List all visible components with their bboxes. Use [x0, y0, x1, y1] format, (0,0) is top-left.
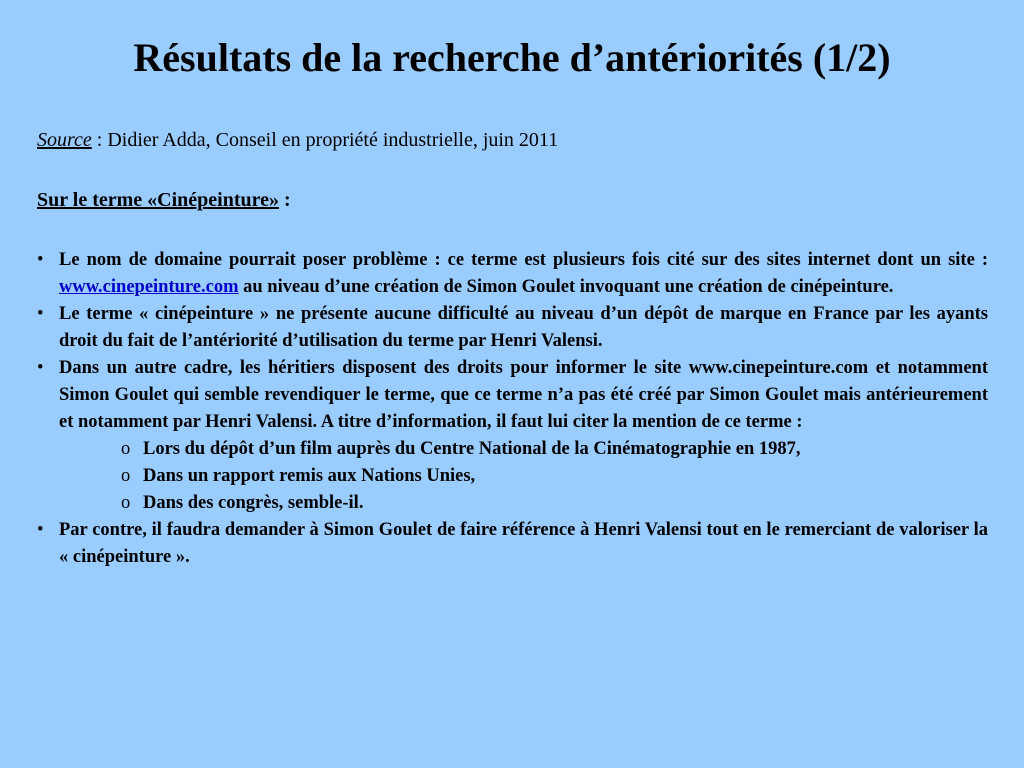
sub-bullet-item: [121, 436, 988, 463]
bullet-text: Dans un autre cadre, les héritiers disposent des droits pour informer le site www.cinepeinture.com et notamment Simon Goulet qui semble revendiquer le terme, que ce terme n’a pas été créé par Simon Goulet mais antérieurement et notamment par Henri Valensi. A titre d’information, il faut lui citer la mention de ce terme :: [59, 358, 988, 432]
section-heading-text: Sur le terme «Cinépeinture»: [37, 189, 280, 211]
slide-title: Résultats de la recherche d’antériorités (1/2): [133, 35, 891, 80]
section-heading: [37, 186, 291, 214]
bullet-text: Par contre, il faudra demander à Simon Goulet de faire référence à Henri Valensi tout en le remerciant de valoriser la « cinépeinture ».: [59, 520, 988, 567]
source-label: Source: [37, 129, 92, 151]
bullet-marker: •: [37, 358, 44, 378]
bullet-item-trademark: [37, 301, 988, 355]
source-line: [37, 126, 558, 154]
bullet-text: au niveau d’une création de Simon Goulet invoquant une création de cinépeinture.: [238, 277, 894, 297]
sub-bullet-item: [121, 490, 988, 517]
bullet-marker: •: [37, 304, 44, 324]
sub-bullet-item: [121, 463, 988, 490]
bullet-marker: •: [37, 520, 44, 540]
bullet-text: Le terme « cinépeinture » ne présente aucune difficulté au niveau d’un dépôt de marque en France par les ayants droit du fait de l’antériorité d’utilisation du terme par Henri Valensi.: [59, 304, 988, 351]
cinepeinture-link[interactable]: www.cinepeinture.com: [59, 277, 239, 297]
bullet-list: [37, 247, 988, 571]
bullet-text: Le nom de domaine pourrait poser problème : ce terme est plusieurs fois cité sur des sites internet dont un site :: [59, 250, 988, 270]
bullet-item-reference-request: [37, 517, 988, 571]
bullet-marker: •: [37, 250, 44, 270]
sub-bullet-marker: o: [121, 466, 131, 486]
sub-bullet-marker: o: [121, 439, 131, 459]
sub-bullet-text: Dans des congrès, semble-il.: [143, 493, 364, 513]
sub-bullet-text: Dans un rapport remis aux Nations Unies,: [143, 466, 476, 486]
sub-bullet-text: Lors du dépôt d’un film auprès du Centre National de la Cinématographie en 1987,: [143, 439, 801, 459]
section-heading-suffix: :: [279, 189, 291, 211]
bullet-item-domain-name: [37, 247, 988, 301]
sub-bullet-marker: o: [121, 493, 131, 513]
bullet-item-heirs-rights: [37, 355, 988, 517]
sub-bullet-list: [59, 436, 988, 517]
source-text: : Didier Adda, Conseil en propriété industrielle, juin 2011: [91, 129, 559, 151]
